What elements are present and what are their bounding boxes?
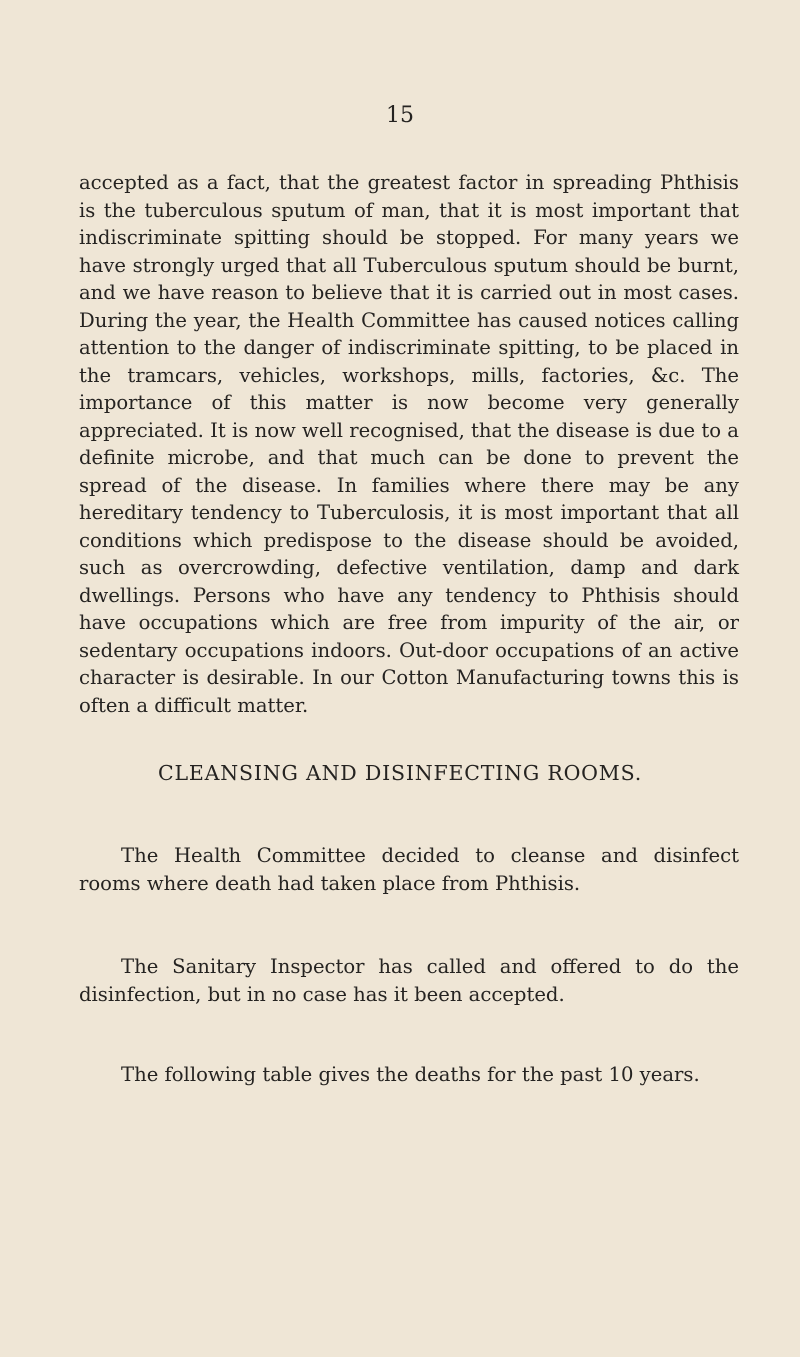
paragraph-health-committee: The Health Committee decided to cleanse and disinfect rooms where death had taken place from Phthisis. — [79, 844, 739, 895]
page-number: 15 — [386, 103, 414, 128]
paragraph-tuberculous-sputum: accepted as a fact, that the greatest factor in spreading Phthisis is the tuberculous sputum of man, that it is most important that indiscriminate spitting should be stopped. For many years we have strongly urged that all Tuberculous sputum should be burnt, and we have reason to believe that it is carried out in most cases. During the year, the Health Committee has caused notices calling attention to the danger of indiscriminate spitting, to be placed in the tramcars, vehicles, workshops, mills, factories, &c. The importance of this matter is now become very generally appreciated. It is now well recognised, that the disease is due to a definite microbe, and that much can be done to prevent the spread of the disease. In families where there may be any hereditary tendency to Tuberculosis, it is most important that all conditions which predispose to the disease should be avoided, such as overcrowding, defective ventilation, damp and dark dwellings. Persons who have any tendency to Phthisis should have occupations which are free from impurity of the air, or sedentary occupations indoors. Out-door occupations of an active character is desirable. In our Cotton Manufacturing towns this is often a difficult matter. — [79, 171, 739, 717]
paragraph-deaths-table-intro: The following table gives the deaths for the past 10 years. — [121, 1063, 700, 1086]
section-heading: CLEANSING AND DISINFECTING ROOMS. — [157, 761, 643, 785]
paragraph-sanitary-inspector: The Sanitary Inspector has called and offered to do the disinfection, but in no case has it been accepted. — [79, 955, 739, 1006]
